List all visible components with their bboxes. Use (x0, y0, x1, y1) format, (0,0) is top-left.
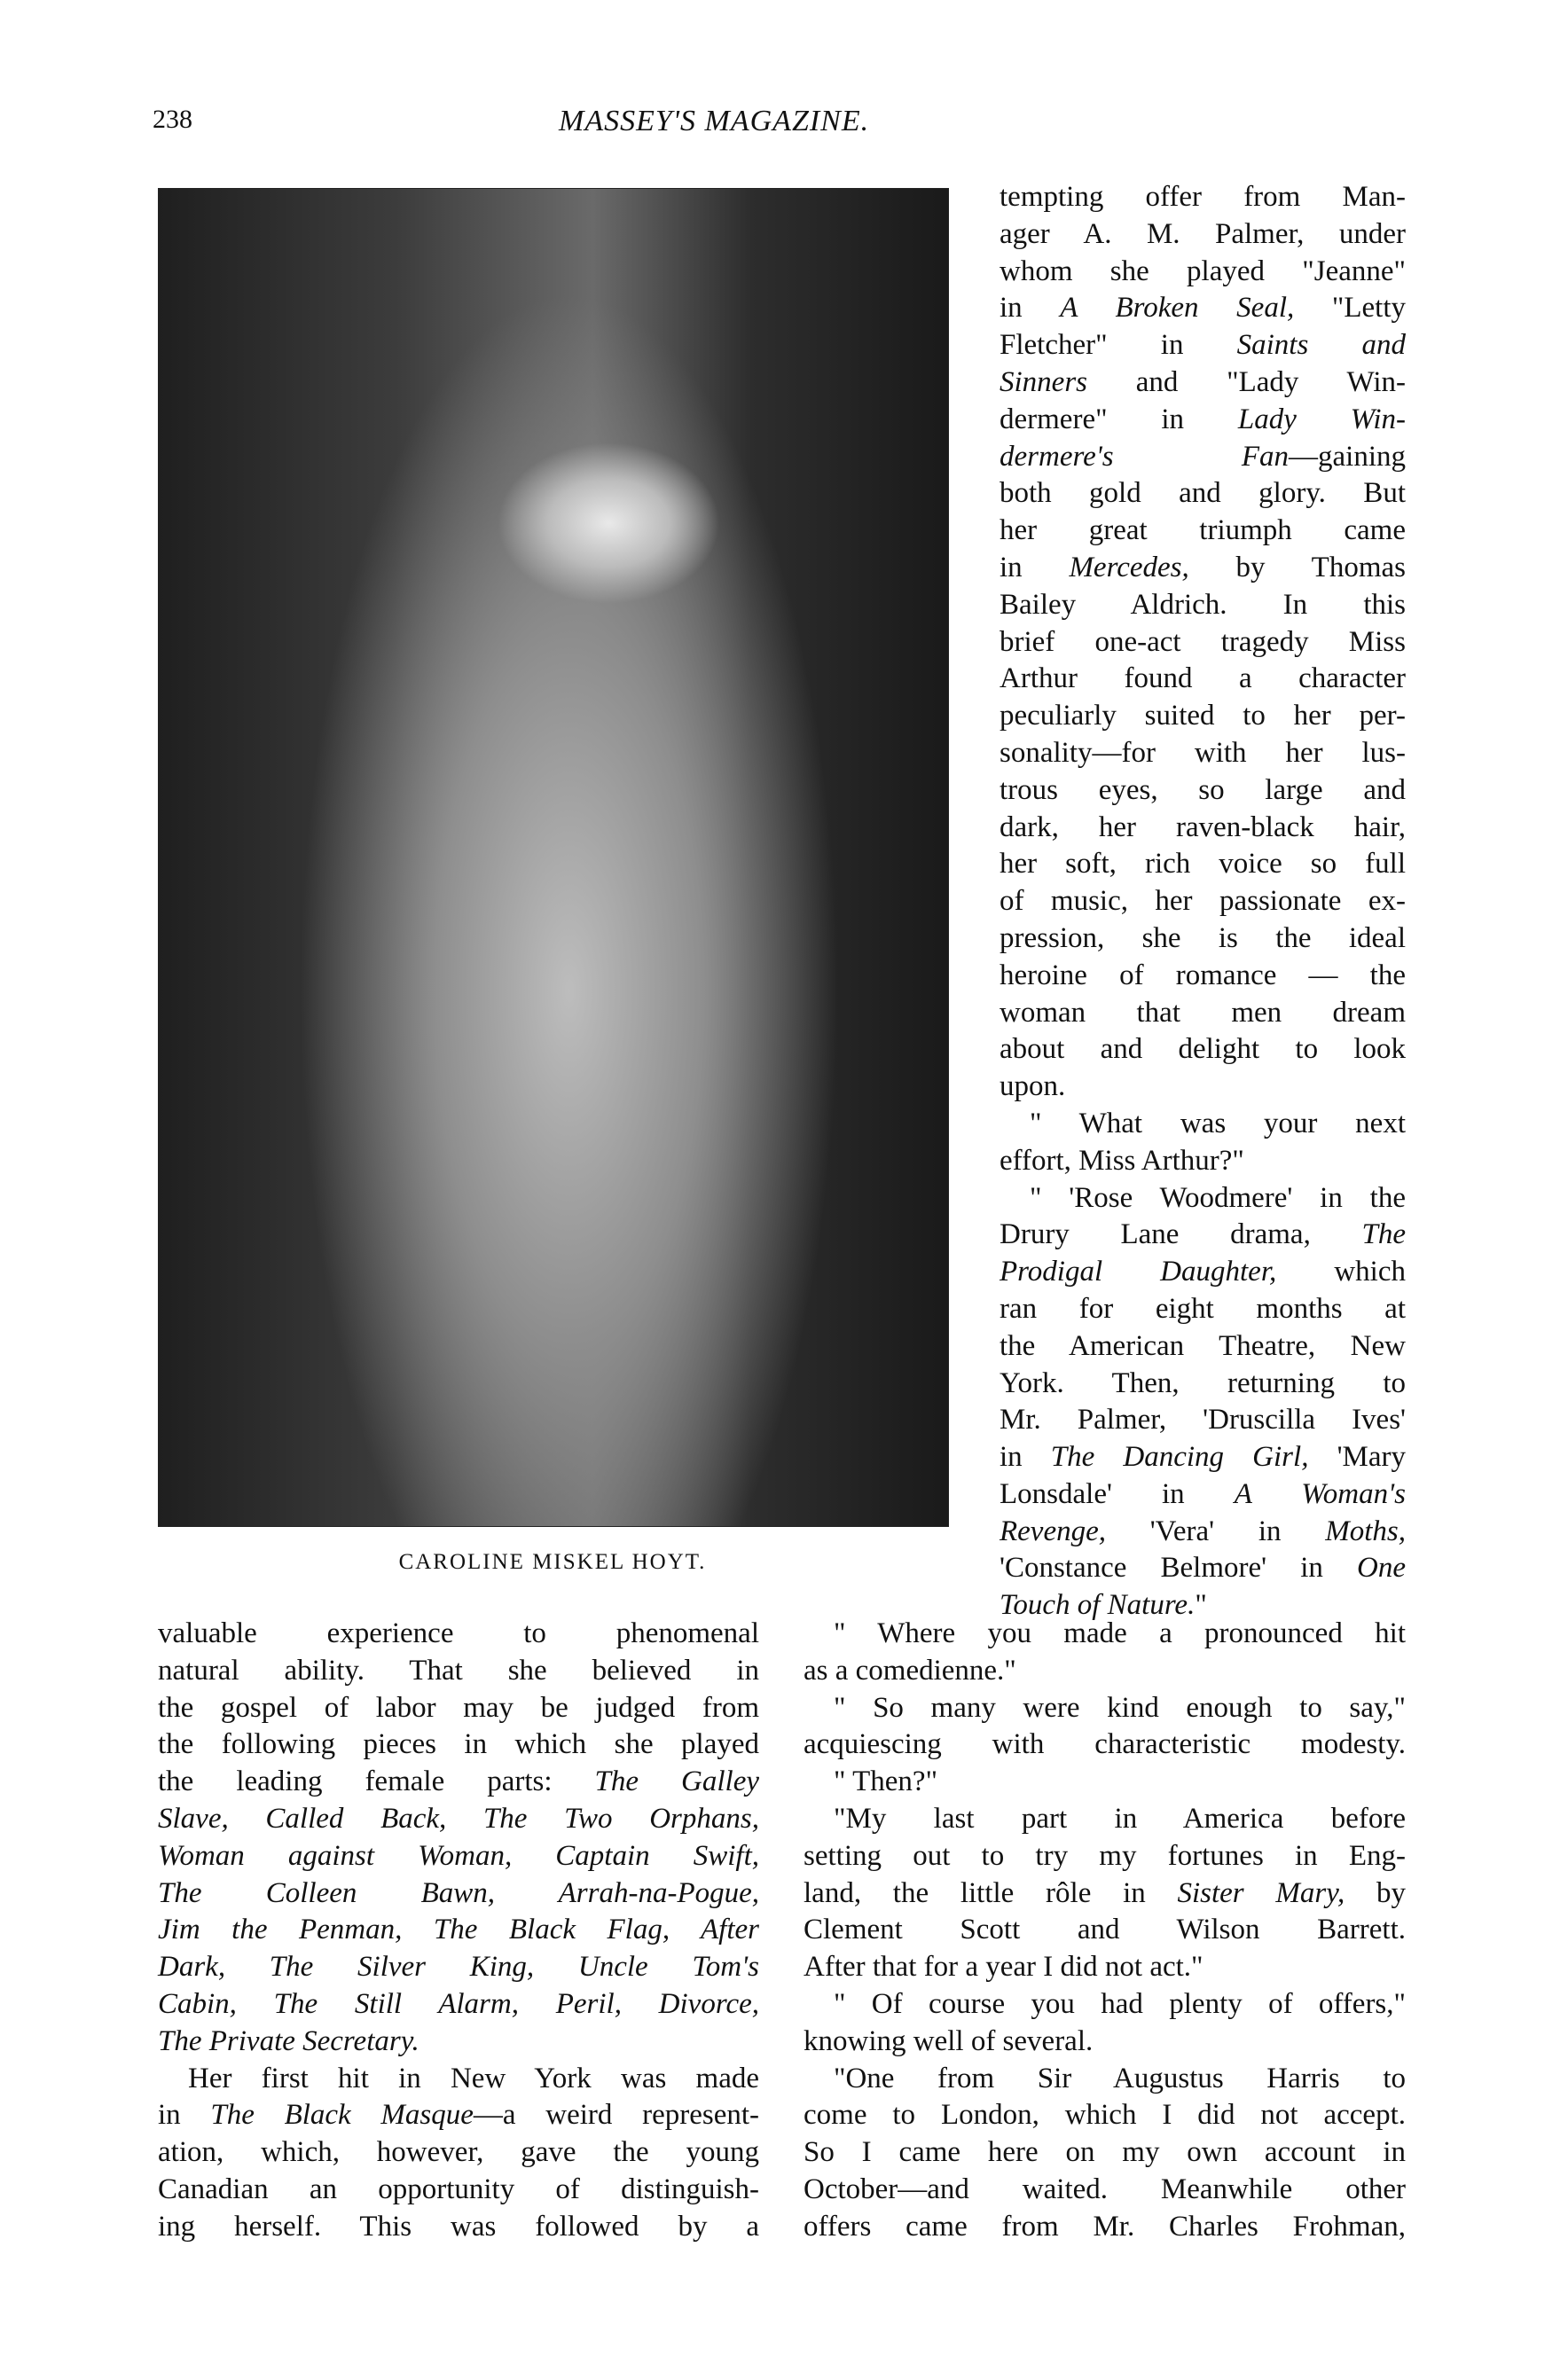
body-text: woman that men dream (1000, 996, 1406, 1029)
italic-title-text: Dark, The Silver King, Uncle Tom's (158, 1951, 759, 1984)
italic-title-text: Sinners (1000, 365, 1087, 398)
body-text: dark, her raven-black hair, (1000, 810, 1406, 843)
body-text: natural ability. That she believed in (158, 1654, 759, 1687)
text-line (158, 1653, 759, 1690)
text-line (1000, 995, 1406, 1032)
portrait-photo (158, 188, 949, 1527)
page-header (0, 105, 1568, 140)
body-text: brief one-act tragedy Miss (1000, 625, 1406, 658)
page-number: 238 (153, 105, 192, 134)
text-line (158, 1875, 759, 1913)
text-line (1000, 1402, 1406, 1439)
body-text: " Where you made a pronounced hit (834, 1617, 1406, 1649)
italic-title-text: Lady Win- (1237, 403, 1406, 435)
body-text: about and delight to look (1000, 1033, 1406, 1066)
body-text: peculiarly suited to her per- (1000, 700, 1406, 732)
body-text: October—and waited. Meanwhile other (804, 2173, 1406, 2205)
text-line (158, 1764, 759, 1801)
left-column (158, 1616, 759, 2246)
text-line (158, 1801, 759, 1838)
body-text: "Letty (1294, 292, 1406, 325)
body-text: of music, her passionate ex- (1000, 885, 1406, 918)
body-text: effort, Miss Arthur?" (1000, 1144, 1244, 1177)
body-text: York. Then, returning to (1000, 1366, 1406, 1399)
body-text: "One from Sir Augustus Harris to (834, 2062, 1406, 2094)
body-text: the gospel of labor may be judged from (158, 1691, 759, 1724)
text-line (1000, 1106, 1406, 1143)
text-line (1000, 402, 1406, 439)
body-text: Clement Scott and Wilson Barrett. (804, 1914, 1406, 1946)
italic-title-text: Revenge, (1000, 1515, 1106, 1547)
text-line (804, 1764, 1406, 1801)
body-text: 'Mary (1308, 1441, 1406, 1474)
body-text: sonality—for with her lus- (1000, 736, 1406, 769)
text-line (1000, 475, 1406, 513)
text-line (158, 1616, 759, 1653)
text-line (158, 1986, 759, 2024)
body-text: whom she played "Jeanne" (1000, 254, 1406, 287)
text-line (1000, 179, 1406, 216)
text-line (158, 1838, 759, 1875)
text-line (1000, 698, 1406, 735)
photo-caption: CAROLINE MISKEL HOYT. (398, 1550, 707, 1574)
italic-title-text: The Dancing Girl, (1050, 1441, 1309, 1474)
running-title: MASSEY'S MAGAZINE. (559, 105, 870, 137)
body-text: her great triumph came (1000, 514, 1406, 547)
italic-title-text: Moths, (1325, 1515, 1406, 1547)
text-line (804, 2172, 1406, 2209)
italic-title-text: Cabin, The Still Alarm, Peril, Divorce, (158, 1987, 759, 2020)
body-text: " Then?" (834, 1765, 938, 1798)
text-line (804, 1801, 1406, 1838)
body-text: —a weird represent- (473, 2099, 759, 2132)
text-line (1000, 1439, 1406, 1476)
body-text: knowing well of several. (804, 2024, 1094, 2057)
text-line (1000, 846, 1406, 883)
body-text: land, the little rôle in (804, 1876, 1178, 1909)
body-text: the American Theatre, New (1000, 1329, 1406, 1362)
text-line (1000, 587, 1406, 624)
body-text: in (1000, 292, 1061, 325)
body-text: " 'Rose Woodmere' in the (1030, 1181, 1406, 1214)
body-text: the following pieces in which she played (158, 1728, 759, 1761)
text-line (1000, 290, 1406, 327)
right-column-bottom (804, 1616, 1406, 2246)
body-text: valuable experience to phenomenal (158, 1617, 759, 1649)
text-line (804, 2209, 1406, 2246)
body-text: both gold and glory. But (1000, 477, 1406, 510)
body-text: " So many were kind enough to say," (834, 1691, 1406, 1724)
body-text: " (1195, 1589, 1207, 1622)
body-text: ation, which, however, gave the young (158, 2136, 759, 2169)
body-text: " Of course you had plenty of offers," (834, 1987, 1406, 2020)
italic-title-text: Sister Mary, (1177, 1876, 1345, 1909)
body-text: 'Vera' in (1106, 1515, 1326, 1547)
text-line (158, 2097, 759, 2134)
body-text: in (158, 2099, 211, 2132)
italic-title-text: The Black Masque (210, 2099, 474, 2132)
italic-title-text: One (1357, 1552, 1406, 1585)
text-line (158, 2134, 759, 2172)
text-line (1000, 1143, 1406, 1180)
body-text: After that for a year I did not act." (804, 1951, 1203, 1984)
text-line (804, 2024, 1406, 2061)
text-line (1000, 1180, 1406, 1217)
body-text: 'Constance Belmore' in (1000, 1552, 1358, 1585)
body-text: pression, she is the ideal (1000, 921, 1406, 954)
text-line (1000, 254, 1406, 291)
body-text: by (1345, 1876, 1407, 1909)
body-text: come to London, which I did not accept. (804, 2099, 1406, 2132)
text-line (1000, 1476, 1406, 1514)
text-line (1000, 661, 1406, 698)
text-line (1000, 958, 1406, 995)
italic-title-text: Mercedes, (1069, 551, 1189, 583)
text-line (1000, 550, 1406, 587)
body-text: the leading female parts: (158, 1765, 595, 1798)
text-line (158, 2061, 759, 2098)
text-line (804, 1726, 1406, 1764)
text-line (1000, 1328, 1406, 1366)
body-text: as a comedienne." (804, 1654, 1016, 1687)
text-line (158, 1912, 759, 1949)
text-line (1000, 1514, 1406, 1551)
italic-title-text: The (1361, 1218, 1406, 1251)
body-text: Arthur found a character (1000, 662, 1406, 695)
body-text: by Thomas (1188, 551, 1406, 583)
body-text: —gaining (1289, 440, 1406, 473)
body-text: Lonsdale' in (1000, 1477, 1235, 1510)
body-text: her soft, rich voice so full (1000, 848, 1406, 881)
body-text: ran for eight months at (1000, 1292, 1406, 1325)
text-line (158, 1949, 759, 1986)
right-column-top (1000, 179, 1406, 1625)
text-line (804, 1875, 1406, 1913)
text-line (1000, 920, 1406, 958)
italic-title-text: A Broken Seal, (1060, 292, 1295, 325)
body-text: which (1276, 1256, 1406, 1288)
text-line (1000, 735, 1406, 772)
italic-title-text: Woman against Woman, Captain Swift, (158, 1839, 759, 1872)
body-text: Canadian an opportunity of distinguish- (158, 2173, 759, 2205)
body-text: Mr. Palmer, 'Druscilla Ives' (1000, 1404, 1406, 1437)
text-line (1000, 513, 1406, 550)
text-line (1000, 883, 1406, 920)
text-line (158, 2172, 759, 2209)
body-text: in (1000, 1441, 1051, 1474)
text-line (804, 1912, 1406, 1949)
text-line (1000, 1069, 1406, 1106)
text-line (158, 2024, 759, 2061)
text-line (1000, 1291, 1406, 1328)
body-text: in (1000, 551, 1070, 583)
body-text: acquiescing with characteristic modesty. (804, 1728, 1406, 1761)
text-line (804, 2097, 1406, 2134)
body-text: "My last part in America before (834, 1802, 1406, 1835)
body-text: " What was your next (1030, 1107, 1406, 1139)
body-text: tempting offer from Man- (1000, 181, 1406, 213)
text-line (804, 2061, 1406, 2098)
italic-title-text: A Woman's (1234, 1477, 1406, 1510)
italic-title-text: dermere's Fan (1000, 440, 1290, 473)
body-text: Her first hit in New York was made (188, 2062, 759, 2094)
text-line (1000, 364, 1406, 402)
italic-title-text: Slave, Called Back, The Two Orphans, (158, 1802, 759, 1835)
body-text: dermere" in (1000, 403, 1238, 435)
italic-title-text: Jim the Penman, The Black Flag, After (158, 1914, 759, 1946)
text-line (1000, 1217, 1406, 1254)
body-text: ing herself. This was followed by a (158, 2210, 759, 2243)
italic-title-text: The Private Secretary. (158, 2024, 419, 2057)
text-line (804, 1838, 1406, 1875)
italic-title-text: Saints and (1236, 329, 1406, 362)
text-line (1000, 439, 1406, 476)
text-line (804, 1986, 1406, 2024)
text-line (158, 1726, 759, 1764)
body-text: upon. (1000, 1070, 1066, 1103)
italic-title-text: The Galley (594, 1765, 759, 1798)
body-text: Drury Lane drama, (1000, 1218, 1362, 1251)
text-line (1000, 772, 1406, 810)
italic-title-text: Prodigal Daughter, (1000, 1256, 1277, 1288)
text-line (804, 1949, 1406, 1986)
text-line (804, 2134, 1406, 2172)
italic-title-text: The Colleen Bawn, Arrah-na-Pogue, (158, 1876, 759, 1909)
text-line (804, 1653, 1406, 1690)
text-line (804, 1616, 1406, 1653)
text-line (1000, 216, 1406, 254)
text-line (1000, 1550, 1406, 1587)
text-line (158, 1690, 759, 1727)
text-line (1000, 624, 1406, 662)
text-line (1000, 1366, 1406, 1403)
body-text: Fletcher" in (1000, 329, 1237, 362)
body-text: trous eyes, so large and (1000, 773, 1406, 806)
body-text: Bailey Aldrich. In this (1000, 588, 1406, 621)
text-line (1000, 810, 1406, 847)
body-text: So I came here on my own account in (804, 2136, 1406, 2169)
body-text: and "Lady Win- (1087, 365, 1406, 398)
text-line (804, 1690, 1406, 1727)
body-text: ager A. M. Palmer, under (1000, 217, 1406, 250)
text-line (1000, 327, 1406, 364)
body-text: setting out to try my fortunes in Eng- (804, 1839, 1406, 1872)
italic-title-text: Touch of Nature. (1000, 1589, 1196, 1622)
text-line (158, 2209, 759, 2246)
text-line (1000, 1031, 1406, 1069)
text-line (1000, 1254, 1406, 1291)
body-text: offers came from Mr. Charles Frohman, (804, 2210, 1406, 2243)
body-text: heroine of romance — the (1000, 959, 1406, 991)
